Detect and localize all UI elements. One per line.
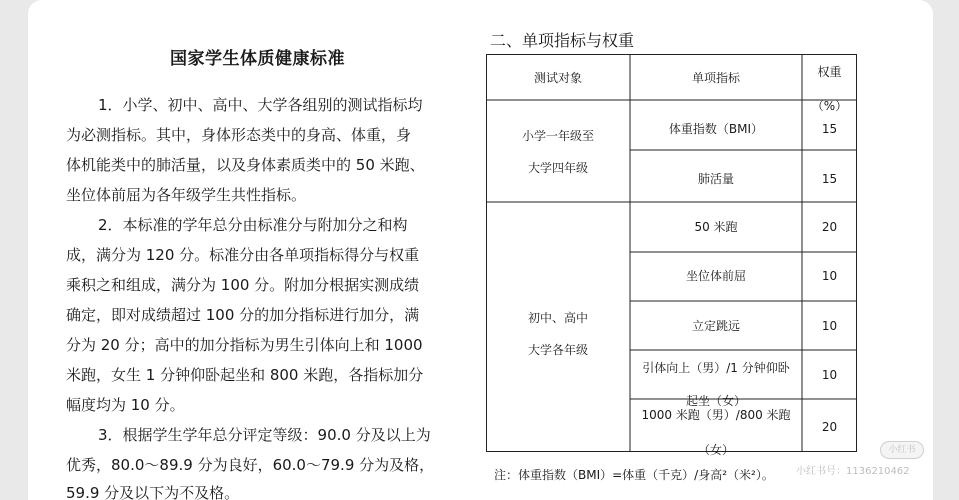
- indicator-vital-capacity: 肺活量: [697, 172, 734, 186]
- paragraph-line: 2．本标准的学年总分由标准分与附加分之和构: [98, 216, 408, 234]
- header-indicator: 单项指标: [691, 71, 740, 85]
- indicator-endurance-run-line2: （女）: [697, 443, 734, 457]
- section-title: 二、单项指标与权重: [490, 31, 635, 50]
- paragraph-line: 幅度均为 10 分。: [66, 396, 185, 414]
- header-test-subject: 测试对象: [533, 71, 582, 85]
- weight-pullup-situp: 10: [821, 368, 838, 382]
- paragraph-line: 3．根据学生学年总分评定等级：90.0 分及以上为: [98, 426, 431, 444]
- watermark-text: 小红书号：1136210462: [796, 466, 910, 477]
- weight-endurance-run: 20: [821, 420, 838, 434]
- paragraph-line: 成，满分为 120 分。标准分由各单项指标得分与权重: [66, 246, 420, 264]
- paragraph-line: 1．小学、初中、高中、大学各组别的测试指标均: [98, 96, 423, 114]
- indicator-weight-table: [486, 54, 857, 457]
- indicator-pullup-situp-line1: 引体向上（男）/1 分钟仰卧: [642, 361, 790, 375]
- indicator-standing-long-jump: 立定跳远: [691, 319, 740, 333]
- group-primary-to-university-line2: 大学四年级: [527, 161, 588, 175]
- paragraph-line: 确定，即对成绩超过 100 分的加分指标进行加分，满: [66, 306, 420, 324]
- indicator-bmi: 体重指数（BMI）: [668, 122, 764, 136]
- group-middle-high-university-line1: 初中、高中: [527, 311, 588, 325]
- indicator-endurance-run-line1: 1000 米跑（男）/800 米跑: [641, 408, 791, 422]
- paragraph-line: 分为 20 分；高中的加分指标为男生引体向上和 1000: [66, 336, 423, 354]
- group-middle-high-university-line2: 大学各年级: [527, 343, 588, 357]
- document-title: 国家学生体质健康标准: [170, 49, 345, 69]
- weight-standing-long-jump: 10: [821, 319, 838, 333]
- indicator-pullup-situp-line2: 起坐（女）: [685, 394, 746, 408]
- paragraph-line: 优秀，80.0～89.9 分为良好，60.0～79.9 分为及格，: [66, 456, 435, 474]
- header-weight: 权重: [817, 65, 842, 79]
- header-weight-unit: （%）: [811, 99, 848, 113]
- indicator-50m-run: 50 米跑: [694, 220, 738, 234]
- weight-sit-and-reach: 10: [821, 269, 838, 283]
- paragraph-line: 乘积之和组成，满分为 100 分。附加分根据实测成绩: [66, 276, 420, 294]
- watermark-badge-text: 小红书: [888, 445, 916, 455]
- watermark-badge: [880, 441, 924, 459]
- paragraph-line: 为必测指标。其中，身体形态类中的身高、体重，身: [66, 126, 412, 144]
- table-footnote: 注：体重指数（BMI）=体重（千克）/身高²（米²）。: [494, 468, 774, 482]
- weight-50m-run: 20: [821, 220, 838, 234]
- indicator-sit-and-reach: 坐位体前屈: [685, 269, 746, 283]
- paragraph-line: 米跑，女生 1 分钟仰卧起坐和 800 米跑，各指标加分: [66, 366, 424, 384]
- weight-vital-capacity: 15: [821, 172, 838, 186]
- weight-bmi: 15: [821, 122, 838, 136]
- group-primary-to-university-line1: 小学一年级至: [521, 129, 594, 143]
- paragraph-line: 59.9 分及以下为不及格。: [66, 484, 240, 500]
- paragraph-line: 体机能类中的肺活量，以及身体素质类中的 50 米跑、: [66, 156, 425, 174]
- paragraph-line: 坐位体前屈为各年级学生共性指标。: [66, 186, 307, 204]
